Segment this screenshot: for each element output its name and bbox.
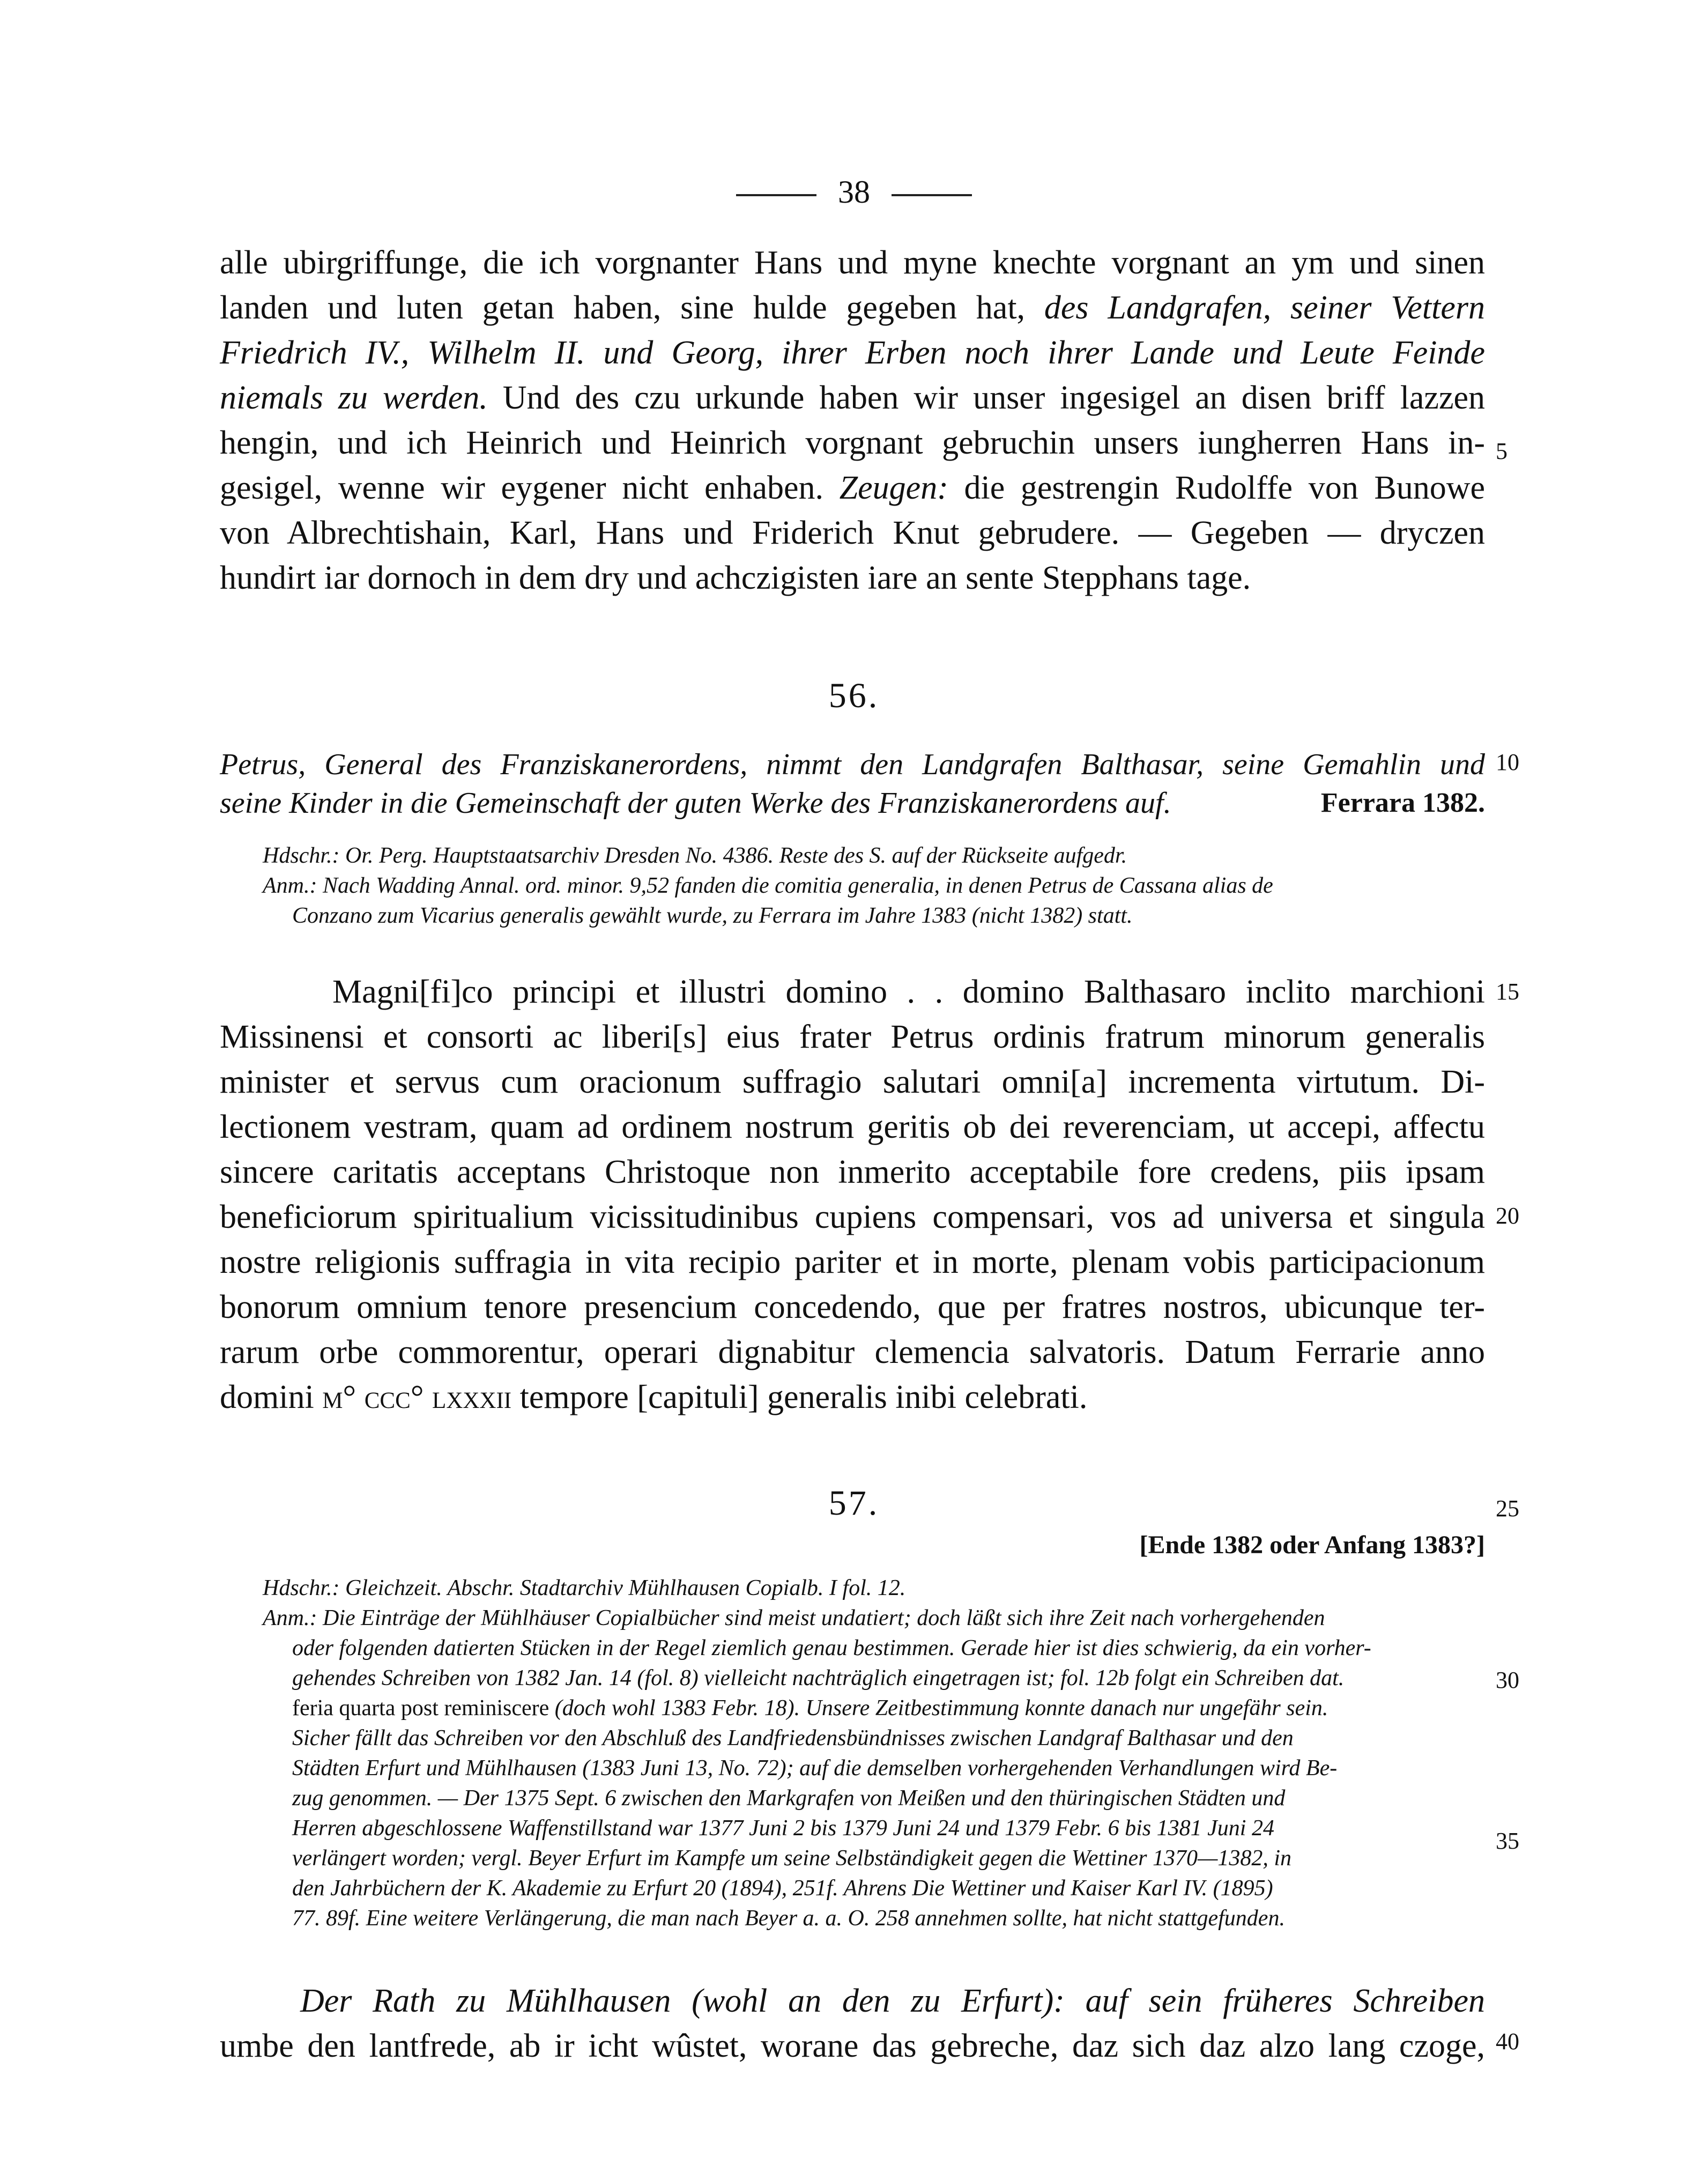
note-line: Herren abgeschlossene Waffenstillstand war 1377 Juni 2 bis 1379 Juni 24 und 1379 Febr. 6 bis 1381 Juni 24 [292,1816,1274,1841]
text-line: bonorum omnium tenore presencium concedendo, que per fratres nostros, ubicunque ter- [220,1289,1485,1325]
text-57 [220,1978,1485,2068]
notes-56 [263,841,1485,931]
text-line: Missinensi et consorti ac liberi[s] eius frater Petrus ordinis fratrum minorum generalis [220,1019,1485,1055]
note-line: den Jahrbüchern der K. Akademie zu Erfurt 20 (1894), 251f. Ahrens Die Wettiner und Kaiser Karl IV. (1895) [292,1876,1273,1901]
text-line: Friedrich IV., Wilhelm II. und Georg, ihrer Erben noch ihrer Lande und Leute Feinde [220,335,1485,371]
line-number: 30 [1496,1667,1519,1693]
text-line: sincere caritatis acceptans Christoque non inmerito acceptabile fore credens, piis ipsam [220,1154,1485,1190]
text-line: niemals zu werden. Und des czu urkunde haben wir unser ingesigel an disen briff lazzen [220,380,1485,416]
text-line: Magni[fi]co principi et illustri domino . . domino Balthasaro inclito marchioni [332,974,1485,1010]
note-line: Hdschr.: Or. Perg. Hauptstaatsarchiv Dresden No. 4386. Reste des S. auf der Rückseite aufgedr. [263,843,1127,868]
continuation-text [220,240,1485,600]
text-line: lectionem vestram, quam ad ordinem nostrum geritis ob dei reverenciam, ut accepi, affectu [220,1109,1485,1145]
line-number: 5 [1496,438,1508,464]
regest-56 [220,745,1485,822]
text-line: hengin, und ich Heinrich und Heinrich vorgnant gebruchin unsers iungherren Hans in- [220,425,1485,461]
text-line: landen und luten getan haben, sine hulde gegeben hat, des Landgrafen, seiner Vettern [220,290,1485,326]
line-number: 10 [1496,749,1519,775]
text-line: umbe den lantfrede, ab ir icht wûstet, worane das gebreche, daz sich daz alzo lang czoge, [220,2028,1485,2064]
text-line: beneficiorum spiritualium vicissitudinibus cupiens compensari, vos ad universa et singula [220,1199,1485,1235]
note-line: zug genommen. — Der 1375 Sept. 6 zwischen den Markgrafen von Meißen und den thüringischen Städten und [292,1786,1286,1811]
line-number: 35 [1496,1828,1519,1854]
regest-line: Petrus, General des Franziskanerordens, nimmt den Landgrafen Balthasar, seine Gemahlin und [220,748,1485,781]
note-line: Sicher fällt das Schreiben vor den Abschluß des Landfriedensbündnisses zwischen Landgraf Balthasar und den [292,1726,1294,1751]
note-line: Städten Erfurt und Mühlhausen (1383 Juni 13, No. 72); auf die demselben vorhergehenden Verhandlungen wird Be- [292,1756,1338,1781]
note-line: Conzano zum Vicarius generalis gewählt wurde, zu Ferrara im Jahre 1383 (nicht 1382) statt. [292,903,1133,928]
note-line: gehendes Schreiben von 1382 Jan. 14 (fol. 8) vielleicht nachträglich eingetragen ist; fol. 12b folgt ein Schreiben dat. [292,1666,1345,1690]
note-line: Anm.: Die Einträge der Mühlhäuser Copialbücher sind meist undatiert; doch läßt sich ihre Zeit nach vorhergehenden [263,1606,1325,1630]
regest-line: seine Kinder in die Gemeinschaft der guten Werke des Franziskanerordens auf. Ferrara 1382. [220,784,1485,822]
header-rule-right [892,194,972,196]
text-line: hundirt iar dornoch in dem dry und achczigisten iare an sente Stepphans tage. [220,560,1251,596]
text-line: von Albrechtishain, Karl, Hans und Friderich Knut gebrudere. — Gegeben — dryczen [220,515,1485,551]
doc-number-57: 57. [828,1484,880,1523]
line-number: 25 [1496,1495,1519,1522]
place-date: Ferrara 1382. [1320,788,1485,818]
doc-number-56: 56. [828,676,880,715]
note-line: 77. 89f. Eine weitere Verlängerung, die man nach Beyer a. a. O. 258 annehmen sollte, hat nicht stattgefunden. [292,1906,1285,1931]
text-line: Der Rath zu Mühlhausen (wohl an den zu Erfurt): auf sein früheres Schreiben [300,1983,1485,2019]
text-56 [220,969,1485,1420]
note-line: verlängert worden; vergl. Beyer Erfurt im Kampfe um seine Selbständigkeit gegen die Wettiner 1370—1382, in [292,1846,1291,1871]
dating: [Ende 1382 oder Anfang 1383?] [1139,1531,1485,1559]
text-line: gesigel, wenne wir eygener nicht enhaben. Zeugen: die gestrengin Rudolffe von Bunowe [220,470,1485,506]
page-number: 38 [838,174,870,210]
text-line: nostre religionis suffragia in vita recipio pariter et in morte, plenam vobis participacionum [220,1244,1485,1280]
header-rule-left [736,194,816,196]
notes-57 [263,1573,1485,1933]
text-line: rarum orbe commorentur, operari dignabitur clemencia salvatoris. Datum Ferrarie anno [220,1334,1485,1370]
note-line: oder folgenden datierten Stücken in der Regel ziemlich genau bestimmen. Gerade hier ist dies schwierig, da ein vorher- [292,1636,1371,1660]
page-header [0,170,1708,213]
text-line: minister et servus cum oracionum suffragio salutari omni[a] incrementa virtutum. Di- [220,1064,1485,1100]
note-line: feria quarta post reminiscere (doch wohl 1383 Febr. 18). Unsere Zeitbestimmung konnte danach nur ungefähr sein. [292,1696,1328,1721]
line-number: 40 [1496,2028,1519,2055]
line-number: 20 [1496,1203,1519,1229]
text-line: domini m° ccc° lxxxii tempore [capituli] generalis inibi celebrati. [220,1379,1088,1415]
text-line: alle ubirgriffunge, die ich vorgnanter Hans und myne knechte vorgnant an ym und sinen [220,244,1485,281]
note-line: Anm.: Nach Wadding Annal. ord. minor. 9,52 fanden die comitia generalia, in denen Petrus de Cassana alias de [263,873,1273,898]
note-line: Hdschr.: Gleichzeit. Abschr. Stadtarchiv Mühlhausen Copialb. I fol. 12. [263,1576,906,1600]
line-number: 15 [1496,978,1519,1005]
